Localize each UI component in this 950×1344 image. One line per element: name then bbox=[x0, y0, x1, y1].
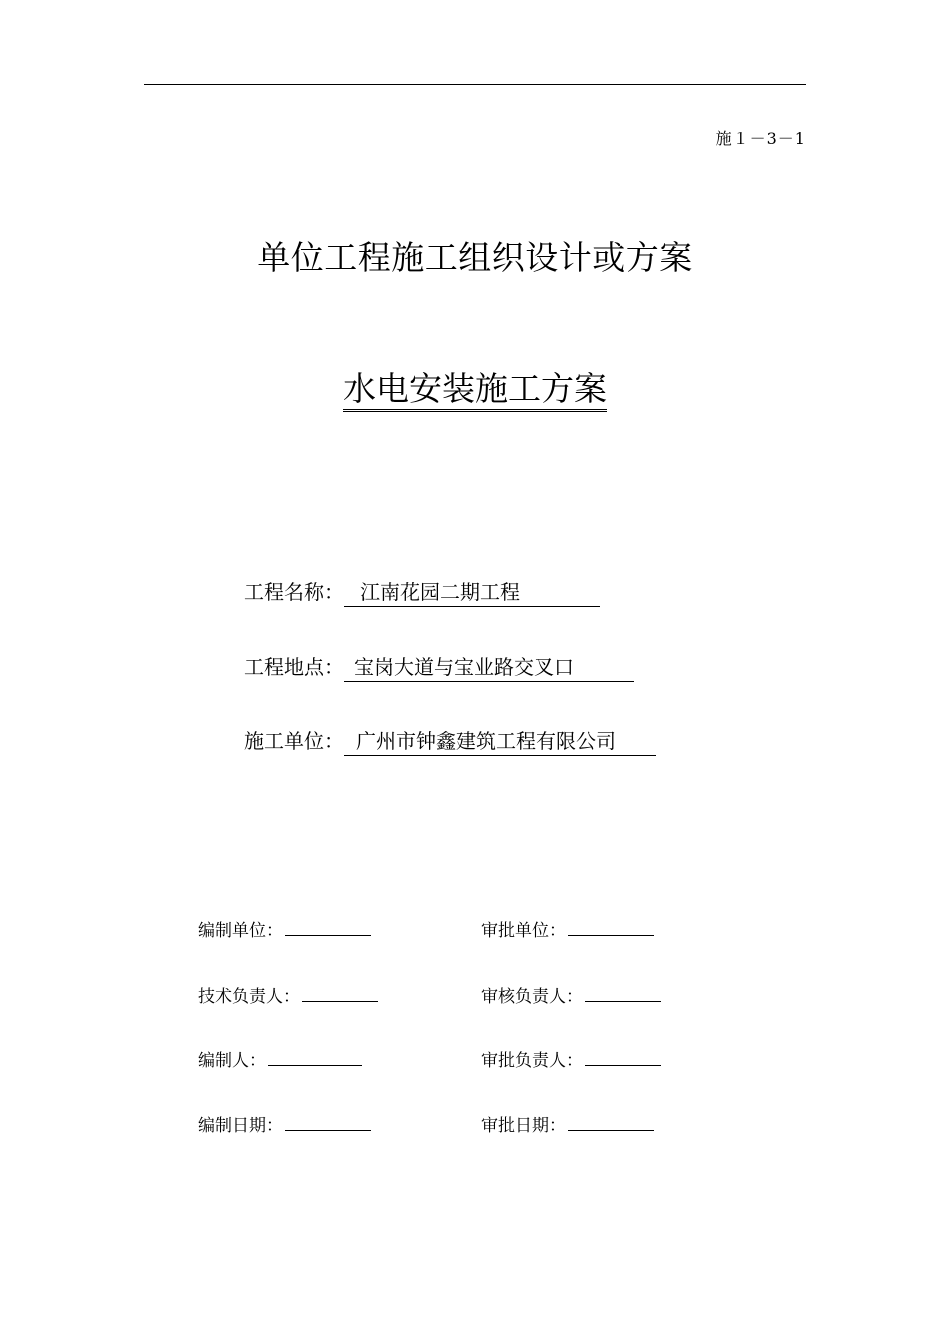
project-site-row bbox=[244, 651, 634, 682]
compiling-unit-blank bbox=[285, 918, 371, 936]
compiler-label: 编制人： bbox=[198, 1051, 266, 1071]
document-code: 施１－3－1 bbox=[715, 129, 806, 148]
project-name-value: 江南花园二期工程 bbox=[344, 580, 600, 607]
approval-unit-label: 审批单位： bbox=[481, 921, 566, 941]
approval-lead-label: 审批负责人： bbox=[481, 1051, 583, 1071]
project-name-row bbox=[244, 576, 600, 607]
approval-unit-field bbox=[481, 916, 654, 941]
approval-lead-field bbox=[481, 1046, 661, 1071]
compiler-field bbox=[198, 1046, 362, 1071]
project-site-value: 宝岗大道与宝业路交叉口 bbox=[344, 655, 634, 682]
technical-lead-blank bbox=[302, 984, 378, 1002]
compiling-unit-field bbox=[198, 916, 371, 941]
construction-company-label: 施工单位： bbox=[244, 729, 344, 753]
technical-lead-label: 技术负责人： bbox=[198, 987, 300, 1007]
approval-date-blank bbox=[568, 1113, 654, 1131]
document-title: 单位工程施工组织设计或方案 bbox=[257, 238, 693, 277]
compile-date-blank bbox=[285, 1113, 371, 1131]
review-lead-blank bbox=[585, 984, 661, 1002]
review-lead-label: 审核负责人： bbox=[481, 987, 583, 1007]
approval-date-field bbox=[481, 1111, 654, 1136]
construction-company-value: 广州市钟鑫建筑工程有限公司 bbox=[344, 729, 656, 756]
construction-company-row bbox=[244, 725, 656, 756]
approval-lead-blank bbox=[585, 1048, 661, 1066]
compile-date-field bbox=[198, 1111, 371, 1136]
project-site-label: 工程地点： bbox=[244, 655, 344, 679]
project-name-label: 工程名称： bbox=[244, 580, 344, 604]
review-lead-field bbox=[481, 982, 661, 1007]
subtitle-container bbox=[0, 370, 950, 412]
document-subtitle: 水电安装施工方案 bbox=[343, 370, 607, 412]
approval-unit-blank bbox=[568, 918, 654, 936]
header-rule bbox=[144, 84, 806, 85]
compiling-unit-label: 编制单位： bbox=[198, 921, 283, 941]
technical-lead-field bbox=[198, 982, 378, 1007]
compile-date-label: 编制日期： bbox=[198, 1116, 283, 1136]
compiler-blank bbox=[268, 1048, 362, 1066]
approval-date-label: 审批日期： bbox=[481, 1116, 566, 1136]
